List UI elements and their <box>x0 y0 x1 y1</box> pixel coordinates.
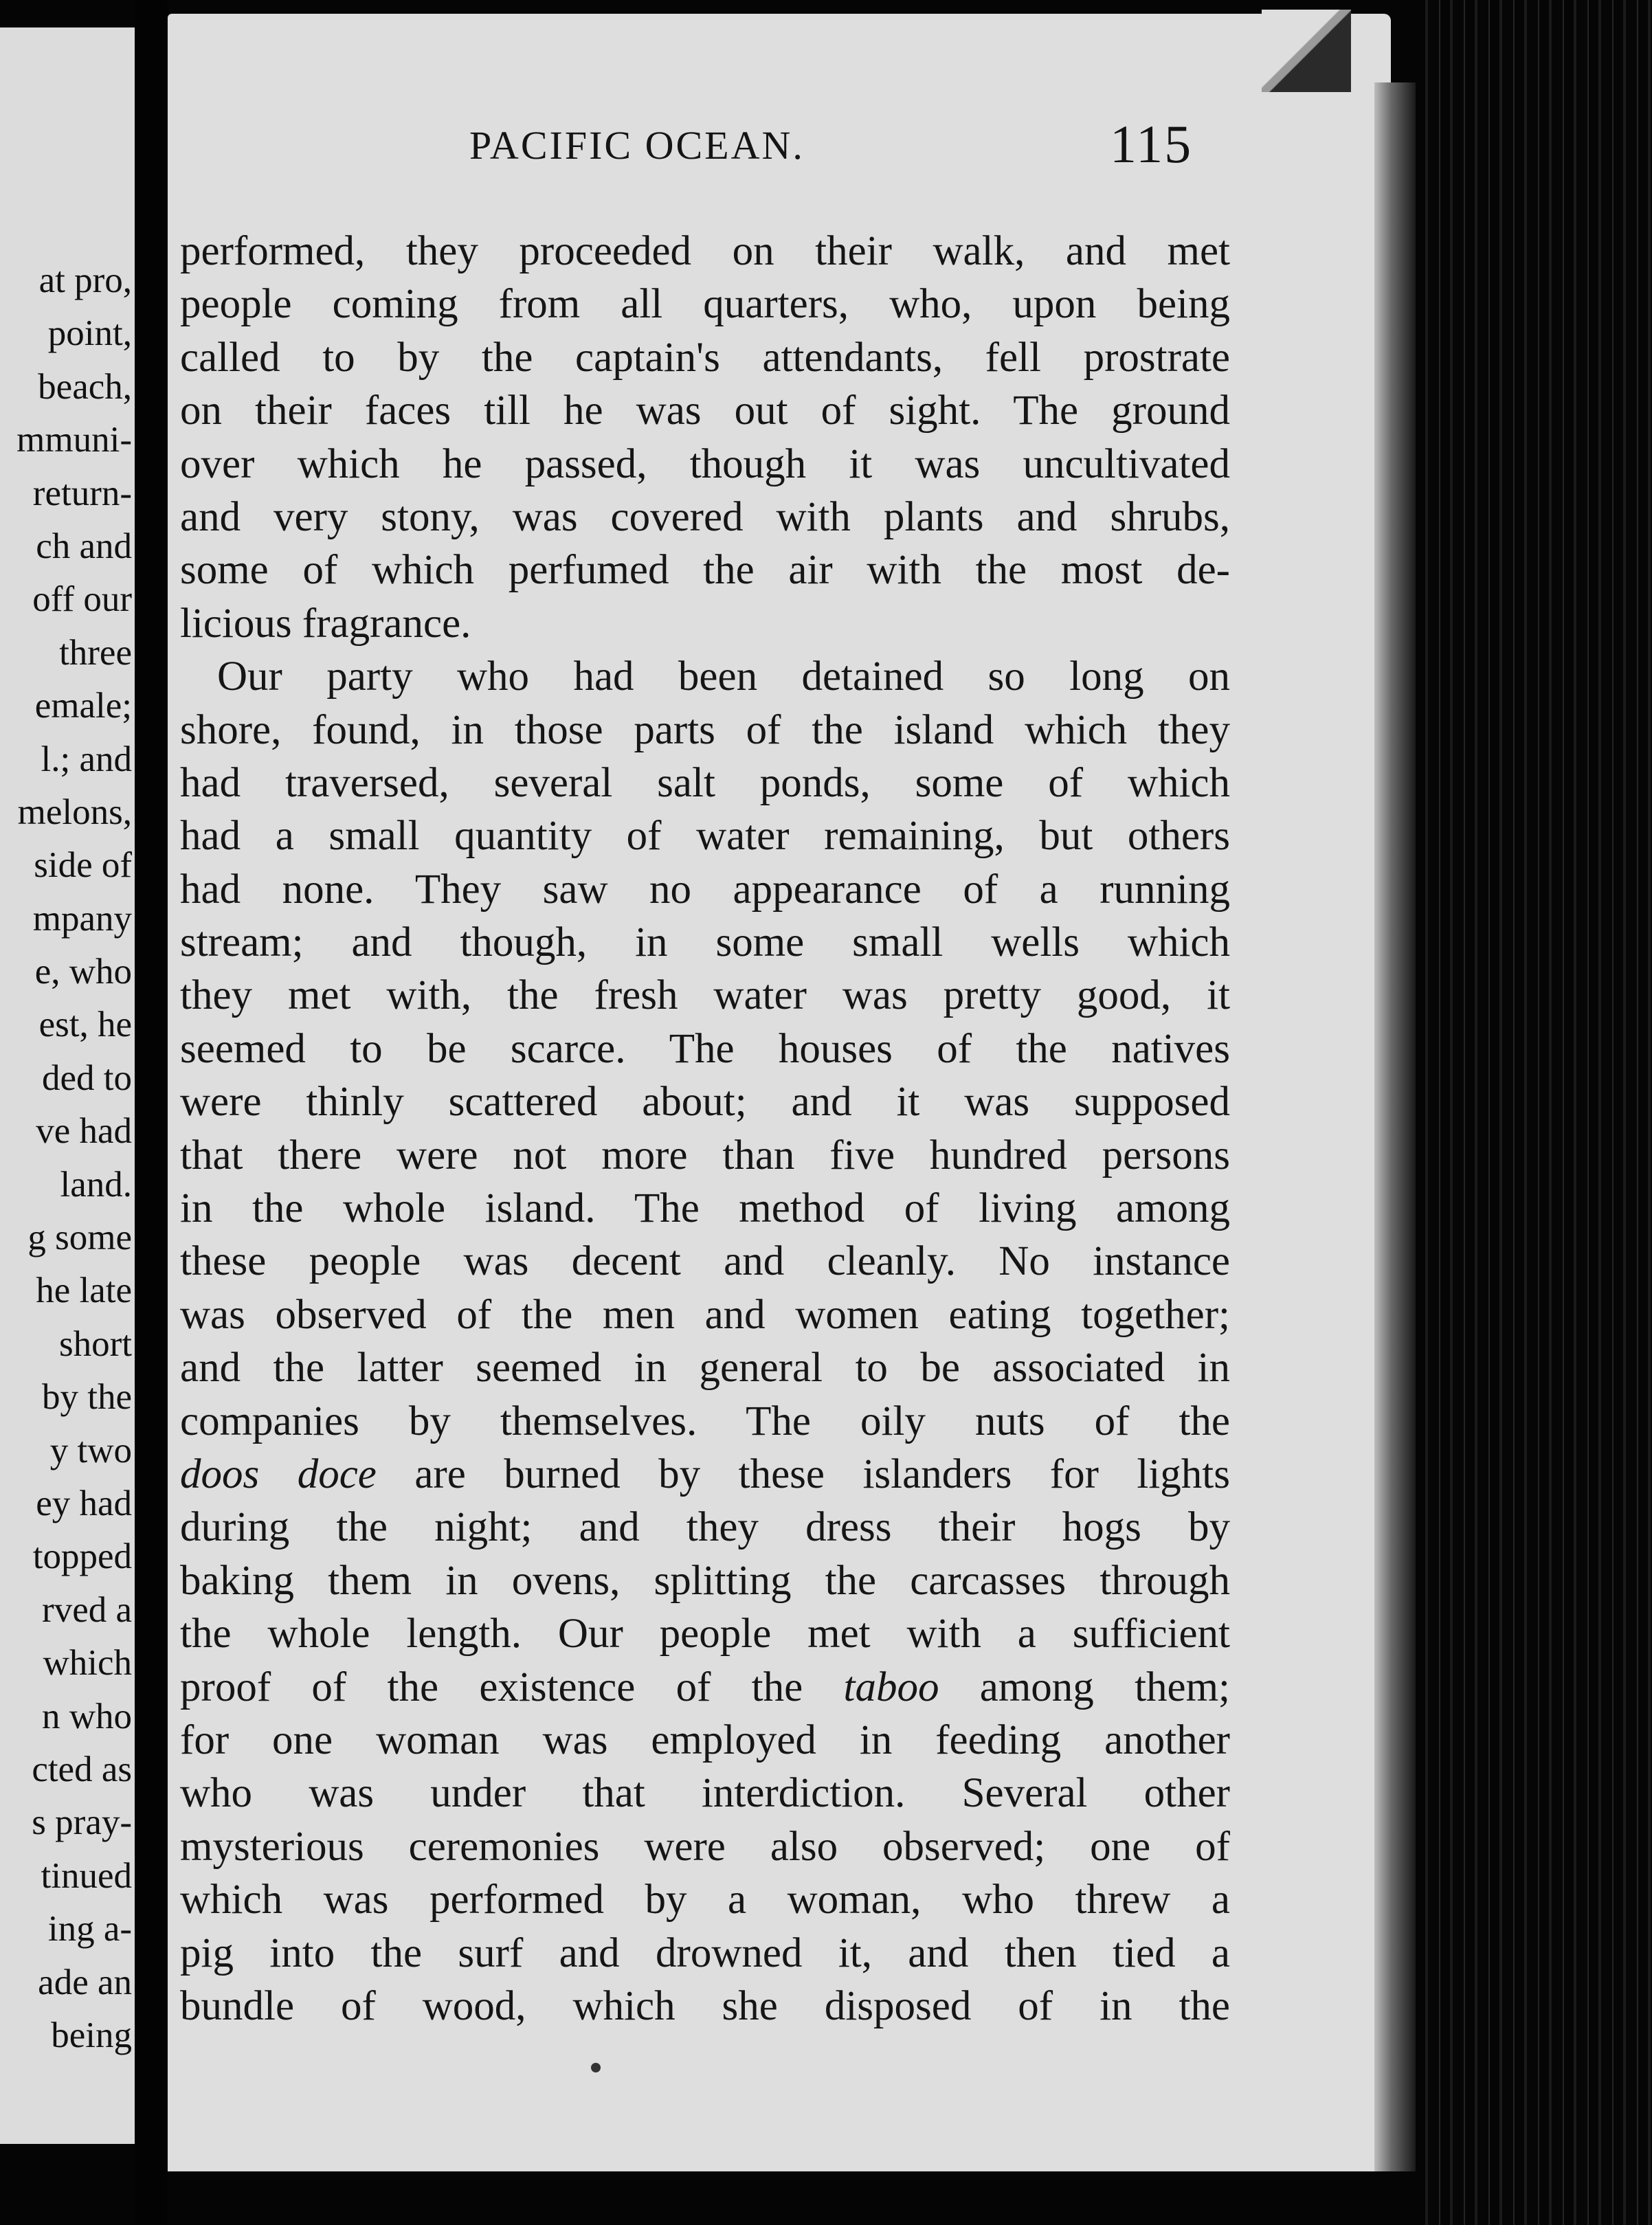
body-text-line: these people was decent and cleanly. No instance <box>180 1238 1230 1285</box>
body-text-line: on their faces till he was out of sight. The ground <box>180 388 1230 434</box>
left-page-line-fragment: point, <box>47 313 132 354</box>
left-page-line-fragment: tinued <box>41 1855 132 1896</box>
body-text-line: had none. They saw no appearance of a running <box>180 866 1230 913</box>
body-text-line: had a small quantity of water remaining, but others <box>180 813 1230 860</box>
left-page-line-fragment: ing a- <box>47 1909 132 1949</box>
body-text-line: who was under that interdiction. Several other <box>180 1770 1230 1817</box>
body-text-line: they met with, the fresh water was pretty good, it <box>180 972 1230 1019</box>
left-page-line-fragment: y two <box>49 1430 132 1471</box>
body-text-line: and the latter seemed in general to be associated in <box>180 1345 1230 1391</box>
body-text-line: seemed to be scarce. The houses of the natives <box>180 1025 1230 1072</box>
left-page-line-fragment: ade an <box>38 1962 132 2002</box>
body-text-line: were thinly scattered about; and it was supposed <box>180 1079 1230 1126</box>
body-text-line: people coming from all quarters, who, upon being <box>180 281 1230 328</box>
left-page-text-column <box>0 254 132 2062</box>
body-text <box>180 225 1230 2033</box>
body-text-line: called to by the captain's attendants, fell prostrate <box>180 334 1230 381</box>
body-text-line: baking them in ovens, splitting the carcasses through <box>180 1557 1230 1604</box>
body-text-line: that there were not more than five hundred persons <box>180 1132 1230 1178</box>
body-text-line: mysterious ceremonies were also observed; one of <box>180 1823 1230 1870</box>
body-text-line: bundle of wood, which she disposed of in the <box>180 1982 1230 2029</box>
body-text-line: licious fragrance. <box>180 600 471 647</box>
left-page-line-fragment: s pray- <box>32 1802 132 1843</box>
left-page-line-fragment: land. <box>60 1164 132 1205</box>
body-text-line: in the whole island. The method of living among <box>180 1185 1230 1232</box>
left-page-line-fragment: beach, <box>38 366 132 407</box>
body-text-line: for one woman was employed in feeding another <box>180 1717 1230 1763</box>
left-page-line-fragment: est, he <box>38 1005 132 1045</box>
page-edge-shadow <box>1374 82 1416 2171</box>
left-page-line-fragment: ch and <box>36 526 132 566</box>
body-text-line: and very stony, was covered with plants and shrubs, <box>180 493 1230 540</box>
left-page-line-fragment: emale; <box>34 686 132 726</box>
left-page-line-fragment: which <box>43 1643 132 1684</box>
left-page-line-fragment: he late <box>36 1271 132 1311</box>
left-page-line-fragment: short <box>59 1323 132 1364</box>
left-page-line-fragment: l.; and <box>41 739 132 779</box>
running-head: PACIFIC OCEAN. <box>469 123 805 168</box>
left-page-line-fragment: at pro, <box>38 260 132 300</box>
left-page-line-fragment: being <box>51 2015 132 2055</box>
folded-page-corner <box>1262 10 1351 92</box>
left-page-line-fragment: e, who <box>34 952 132 992</box>
book-gutter <box>135 0 168 2225</box>
ink-speck <box>591 2063 601 2072</box>
book-fore-edge <box>1416 0 1652 2225</box>
page-number: 115 <box>1110 114 1193 174</box>
left-page-line-fragment: rved a <box>42 1589 132 1630</box>
left-page-line-fragment: three <box>59 632 132 673</box>
left-page-line-fragment: mmuni- <box>16 420 132 460</box>
left-page-line-fragment: g some <box>27 1218 132 1258</box>
body-text-line: over which he passed, though it was uncultivated <box>180 440 1230 487</box>
body-text-line: was observed of the men and women eating together; <box>180 1291 1230 1338</box>
left-page-line-fragment: n who <box>41 1696 132 1736</box>
left-page-line-fragment: ey had <box>36 1483 132 1523</box>
body-text-line: pig into the surf and drowned it, and then tied a <box>180 1930 1230 1976</box>
body-text-line: the whole length. Our people met with a sufficient <box>180 1611 1230 1657</box>
body-text-line: Our party who had been detained so long on <box>217 653 1230 700</box>
left-page-line-fragment: melons, <box>17 792 132 832</box>
body-text-line: which was performed by a woman, who threw a <box>180 1877 1230 1923</box>
left-page-line-fragment: side of <box>34 845 132 886</box>
body-text-line: performed, they proceeded on their walk, and met <box>180 228 1230 274</box>
body-text-line: some of which perfumed the air with the most de- <box>180 547 1230 594</box>
body-text-line: companies by themselves. The oily nuts of the <box>180 1398 1230 1444</box>
left-page-line-fragment: topped <box>32 1536 132 1577</box>
body-text-line: proof of the existence of the taboo among them; <box>180 1664 1230 1710</box>
left-facing-page <box>0 27 135 2144</box>
body-text-line: doos doce are burned by these islanders for lights <box>180 1451 1230 1497</box>
left-page-line-fragment: by the <box>42 1377 132 1418</box>
body-text-line: during the night; and they dress their hogs by <box>180 1504 1230 1551</box>
left-page-line-fragment: cted as <box>32 1749 132 1789</box>
left-page-line-fragment: ded to <box>42 1058 132 1098</box>
left-page-line-fragment: mpany <box>32 898 132 939</box>
body-text-line: had traversed, several salt ponds, some of which <box>180 759 1230 806</box>
body-text-line: shore, found, in those parts of the island which they <box>180 706 1230 753</box>
left-page-line-fragment: ve had <box>36 1111 132 1152</box>
left-page-line-fragment: return- <box>32 473 132 513</box>
body-text-line: stream; and though, in some small wells which <box>180 919 1230 966</box>
left-page-line-fragment: off our <box>32 579 132 620</box>
